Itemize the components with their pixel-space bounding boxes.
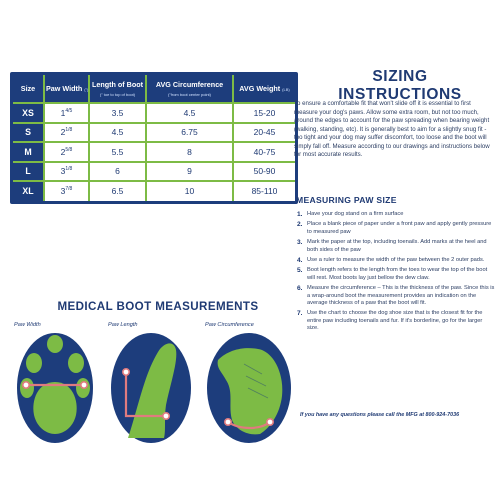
circumference-cell: 10 <box>146 181 233 201</box>
paw-width-cell: $2^{1/8}$ <box>44 123 89 143</box>
header-weight: AVG Weight (LB) <box>233 75 295 103</box>
width-marker-left <box>23 382 29 388</box>
medical-boot-title: MEDICAL BOOT MEASUREMENTS <box>57 300 259 313</box>
size-chart-table <box>10 72 298 204</box>
paw-width-cell: $2^{5/8}$ <box>44 142 89 162</box>
header-length: Length of Boot (" toe to top of boot) <box>89 75 146 103</box>
table-row <box>13 142 295 162</box>
paw-width-cell: $3^{1/8}$ <box>44 162 89 182</box>
weight-cell: 20-45 <box>233 123 295 143</box>
contact-note: If you have any questions please call the MFG at 800-924-7036 <box>300 412 460 418</box>
sizing-intro-text: To ensure a comfortable fit that won't slide off it is essential to first measure your dog's paws. Allow some extra room, but not too much, around the edges to account for the paw spreading when bearing weight (walking, standing, etc). It is generally best to aim for a slightly snug fit - too tight and your dog may suffer discomfort, too loose and the boot will simply fall off. Measure according to our drawings and instructions below for most accurate results. <box>294 100 490 158</box>
size-cell: L <box>13 162 44 182</box>
header-size: Size <box>13 75 44 103</box>
weight-cell: 15-20 <box>233 103 295 123</box>
circumference-cell: 8 <box>146 142 233 162</box>
table-row <box>13 181 295 201</box>
table-row <box>13 162 295 182</box>
table-row <box>13 123 295 143</box>
list-item: 5. Boot length refers to the length from the toes to wear the top of the boot will rest. Most boots lay just bellow the dew claw. <box>297 267 488 281</box>
paw-length-diagram <box>108 330 194 448</box>
circumference-cell: 6.75 <box>146 123 233 143</box>
weight-cell: 85-110 <box>233 181 295 201</box>
paw-width-cell: $3^{7/8}$ <box>44 181 89 201</box>
paw-width-label: Paw Width <box>14 322 41 328</box>
sizing-instructions-title: SIZING INSTRUCTIONS <box>338 68 462 103</box>
circumference-cell: 4.5 <box>146 103 233 123</box>
length-marker-top <box>123 369 129 375</box>
list-item: 7. Use the chart to choose the dog shoe size that is the closest fit for the entire paw including toenails and fur. If it's borderline, go for the larger size. <box>297 310 483 332</box>
list-item: 3. Mark the paper at the top, including toenails. Add marks at the heel and both sides of the paw <box>297 239 487 253</box>
paw-length-label: Paw Length <box>108 322 138 328</box>
size-cell: M <box>13 142 44 162</box>
list-item: 1. Have your dog stand on a firm surface <box>297 211 404 218</box>
length-cell: 3.5 <box>89 103 146 123</box>
paw-width-cell: $1^{4/5}$ <box>44 103 89 123</box>
length-marker-bottom <box>163 413 169 419</box>
weight-cell: 40-75 <box>233 142 295 162</box>
size-cell: XL <box>13 181 44 201</box>
size-cell: XS <box>13 103 44 123</box>
circumference-cell: 9 <box>146 162 233 182</box>
paw-circumference-diagram <box>204 330 294 448</box>
circumference-marker-right <box>267 419 273 425</box>
header-circumference: AVG Circumference ("from boot center point) <box>146 75 233 103</box>
length-cell: 5.5 <box>89 142 146 162</box>
width-marker-right <box>81 382 87 388</box>
measuring-paw-size-title: MEASURING PAW SIZE <box>296 195 397 205</box>
paw-width-diagram <box>14 330 96 448</box>
table-header-row <box>13 75 295 103</box>
header-paw-width: Paw Width (") <box>44 75 89 103</box>
list-item: 4. Use a ruler to measure the width of the paw between the 2 outer pads. <box>297 257 485 265</box>
table-row <box>13 103 295 123</box>
size-cell: S <box>13 123 44 143</box>
weight-cell: 50-90 <box>233 162 295 182</box>
circumference-marker-left <box>225 419 231 425</box>
length-cell: 4.5 <box>89 123 146 143</box>
measuring-steps-list <box>297 211 495 336</box>
list-item: 6. Measure the circumference – This is the thickness of the paw. Since this is a wrap-around boot the measurement provides an indication on the average thickness of a paw that the boot will fit. <box>297 285 495 307</box>
length-cell: 6.5 <box>89 181 146 201</box>
paw-circumference-label: Paw Circumference <box>205 322 254 328</box>
list-item: 2. Place a blank piece of paper under a front paw and apply gently pressure to measured paw <box>297 221 492 235</box>
length-cell: 6 <box>89 162 146 182</box>
